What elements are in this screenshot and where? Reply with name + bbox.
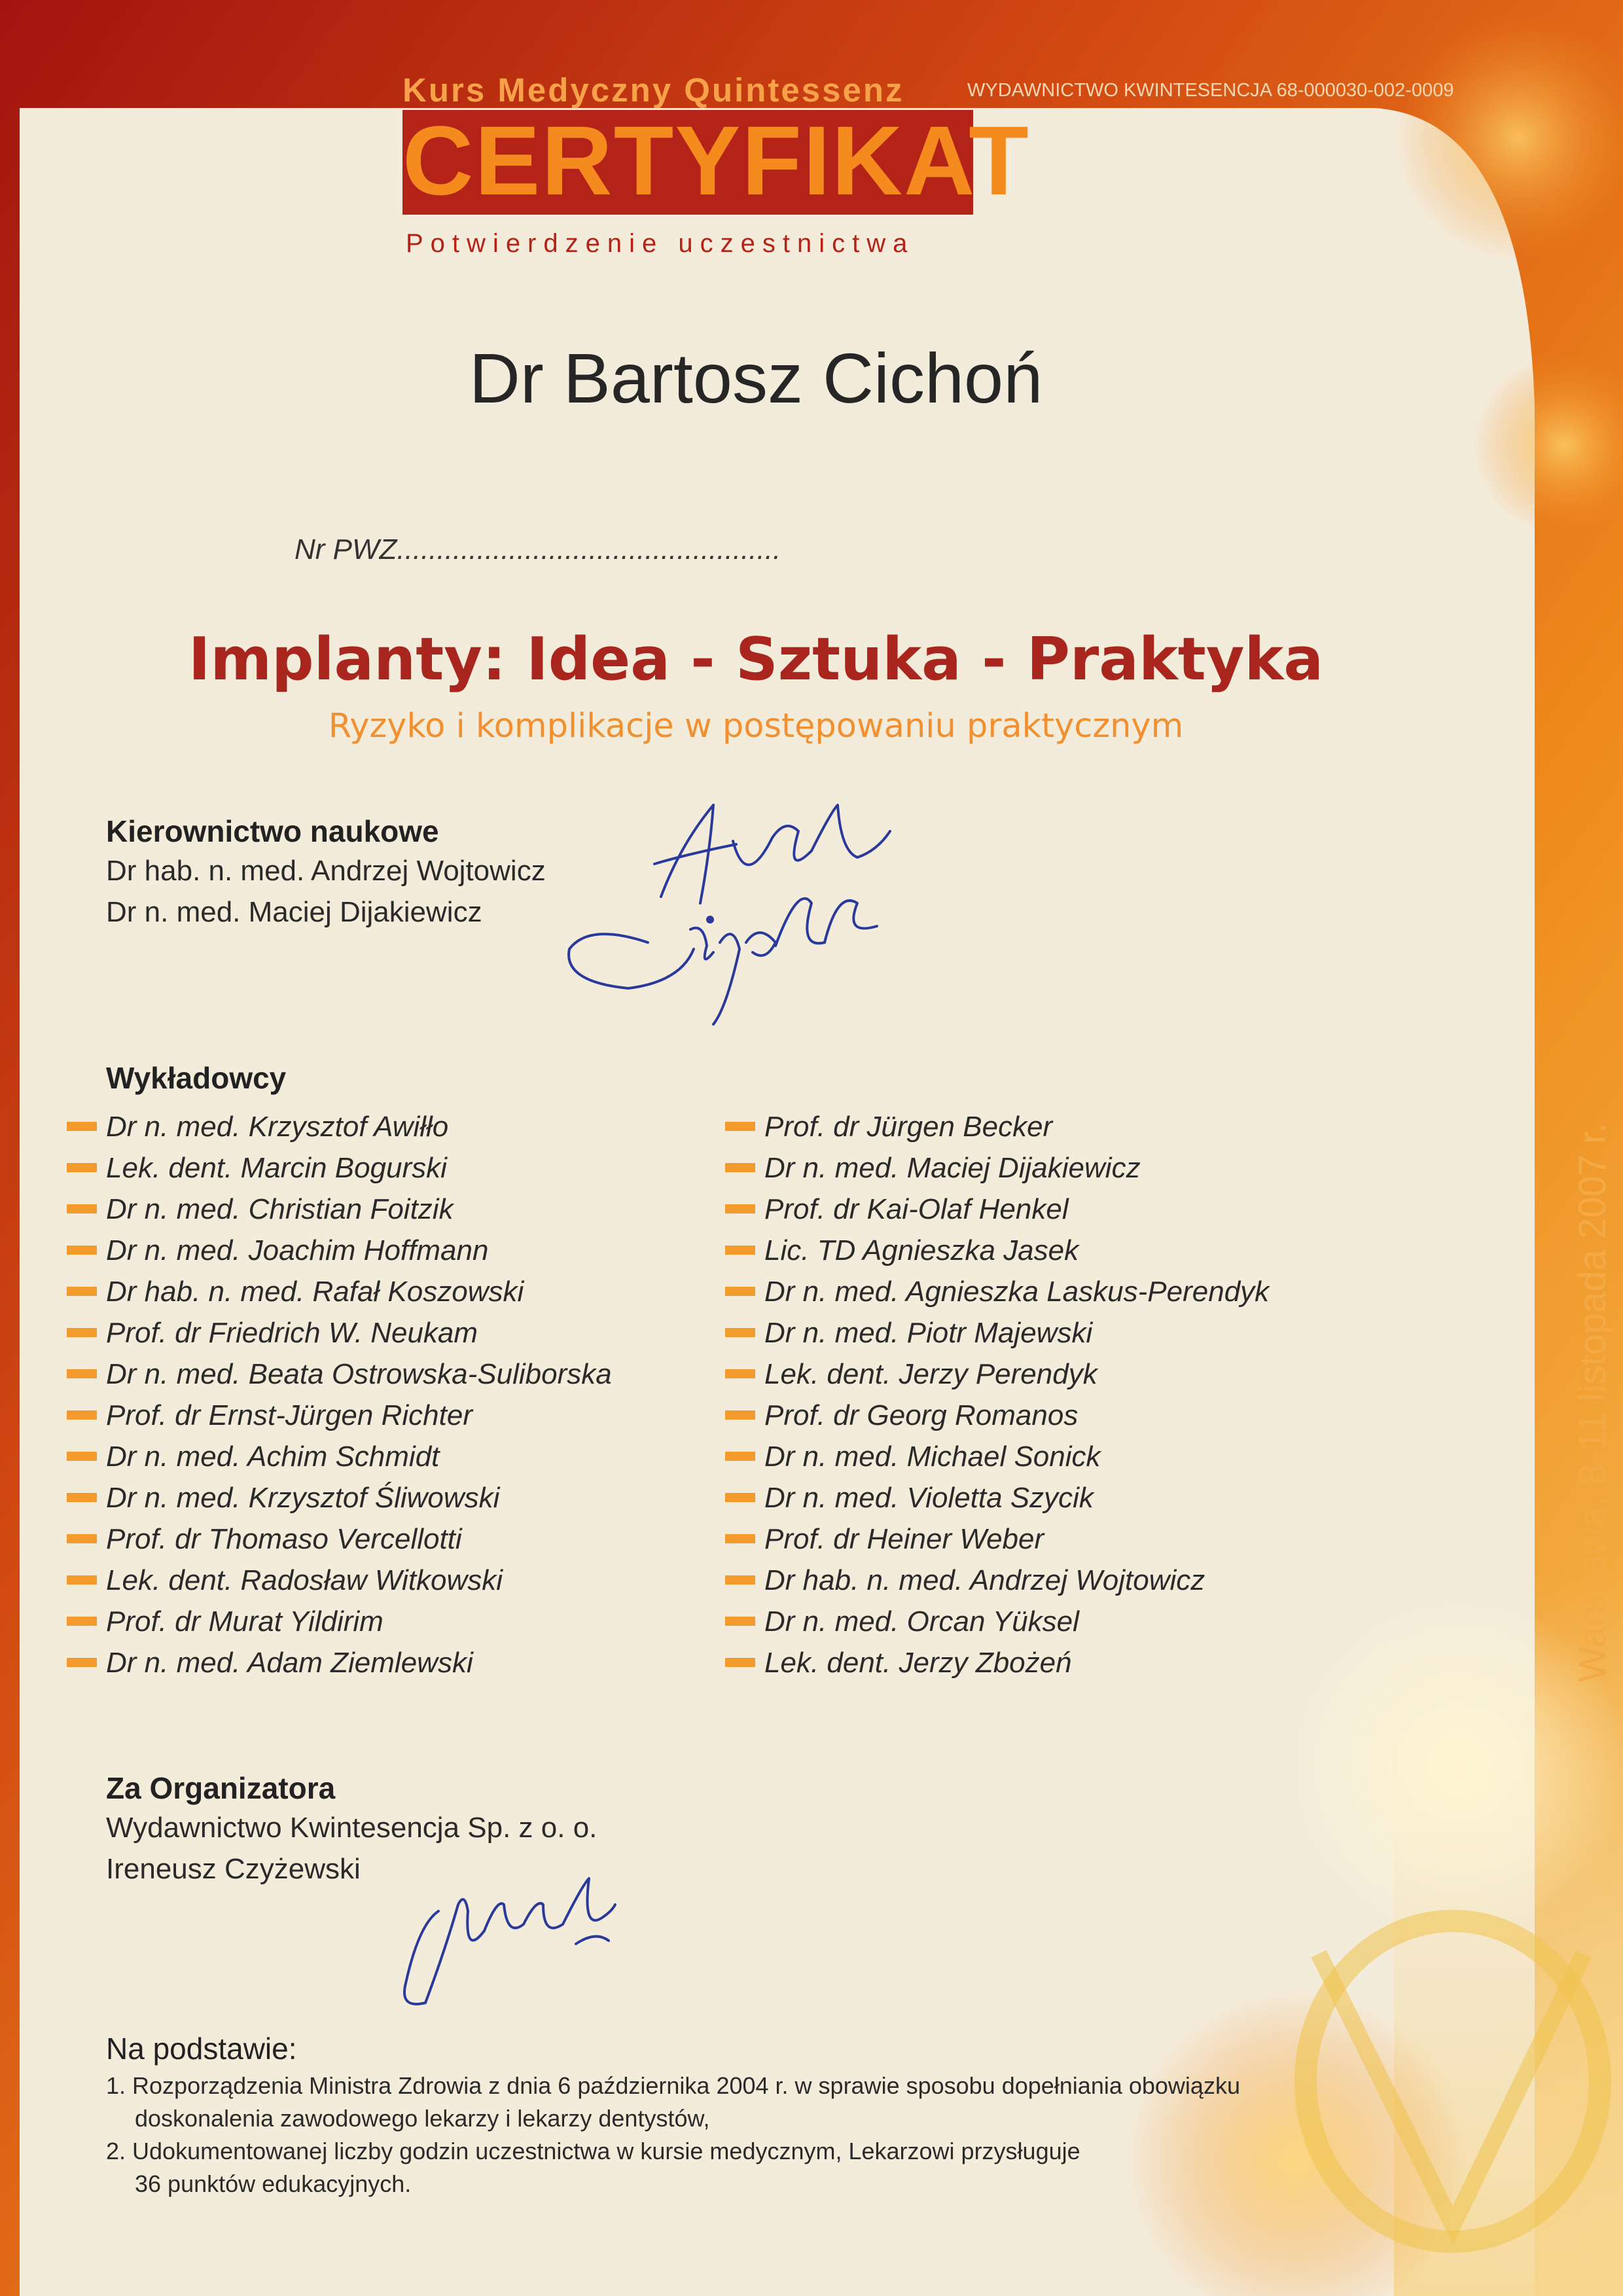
lecturers-list-right: [725, 1106, 1269, 1683]
lecturer-name: Prof. dr Heiner Weber: [764, 1523, 1044, 1555]
lecturer-name: Dr n. med. Joachim Hoffmann: [106, 1234, 489, 1266]
list-item: [67, 1271, 612, 1312]
bullet-marker: [67, 1328, 97, 1337]
lecturer-name: Dr hab. n. med. Rafał Koszowski: [106, 1276, 524, 1308]
lecturer-name: Prof. dr Ernst-Jürgen Richter: [106, 1399, 473, 1431]
organizer-company: Wydawnictwo Kwintesencja Sp. z o. o.: [106, 1812, 597, 1844]
bullet-marker: [67, 1122, 97, 1131]
lecturer-name: Dr n. med. Michael Sonick: [764, 1441, 1101, 1473]
list-item: [725, 1106, 1269, 1147]
legal-basis-item: 36 punktów edukacyjnych.: [135, 2170, 412, 2197]
organizer-heading: Za Organizatora: [106, 1771, 336, 1805]
lecturer-name: Dr n. med. Achim Schmidt: [106, 1441, 440, 1473]
bullet-marker: [725, 1204, 755, 1213]
list-item: [725, 1230, 1269, 1271]
list-item: [725, 1477, 1269, 1518]
list-item: [67, 1477, 612, 1518]
recipient-name: Dr Bartosz Cichoń: [469, 338, 1043, 418]
lecturer-name: Lek. dent. Jerzy Zbożeń: [764, 1647, 1072, 1679]
scientific-direction-heading: Kierownictwo naukowe: [106, 814, 439, 848]
bullet-marker: [67, 1534, 97, 1543]
bullet-marker: [725, 1328, 755, 1337]
list-item: [725, 1601, 1269, 1642]
lecturer-name: Prof. dr Georg Romanos: [764, 1399, 1079, 1431]
course-title: Implanty: Idea - Sztuka - Praktyka: [188, 625, 1324, 694]
bullet-marker: [725, 1575, 755, 1585]
list-item: [67, 1106, 612, 1147]
publisher-number: WYDAWNICTWO KWINTESENCJA 68-000030-002-0009: [967, 80, 1454, 101]
legal-basis-heading: Na podstawie:: [106, 2032, 297, 2066]
list-item: [67, 1518, 612, 1560]
list-item: [67, 1189, 612, 1230]
lecturers-heading: Wykładowcy: [106, 1061, 287, 1095]
list-item: [67, 1560, 612, 1601]
lecturer-name: Dr n. med. Christian Foitzik: [106, 1193, 454, 1225]
bullet-marker: [725, 1163, 755, 1172]
legal-basis-item: 2. Udokumentowanej liczby godzin uczestnictwa w kursie medycznym, Lekarzowi przysługuje: [106, 2138, 1080, 2164]
list-item: [725, 1312, 1269, 1354]
bullet-marker: [725, 1658, 755, 1667]
organizer-signature: [386, 1852, 635, 2022]
list-item: [725, 1518, 1269, 1560]
list-item: [67, 1395, 612, 1436]
organizer-person: Ireneusz Czyżewski: [106, 1853, 361, 1885]
pwz-number-field: Nr PWZ................................................: [294, 533, 781, 565]
lecturer-name: Dr n. med. Adam Ziemlewski: [106, 1647, 473, 1679]
lecturer-name: Lic. TD Agnieszka Jasek: [764, 1234, 1079, 1266]
list-item: [725, 1271, 1269, 1312]
lecturers-list-left: [67, 1106, 612, 1683]
scientific-director-2: Dr n. med. Maciej Dijakiewicz: [106, 896, 482, 928]
list-item: [67, 1601, 612, 1642]
list-item: [725, 1560, 1269, 1601]
list-item: [67, 1354, 612, 1395]
lecturer-name: Lek. dent. Marcin Bogurski: [106, 1152, 447, 1184]
bullet-marker: [67, 1617, 97, 1626]
list-item: [725, 1642, 1269, 1683]
list-item: [725, 1395, 1269, 1436]
lecturer-name: Lek. dent. Radosław Witkowski: [106, 1564, 503, 1596]
bullet-marker: [725, 1452, 755, 1461]
lecturer-name: Dr n. med. Orcan Yüksel: [764, 1605, 1079, 1638]
course-series-name: Kurs Medyczny Quintessenz: [402, 71, 904, 109]
lecturer-name: Prof. dr Thomaso Vercellotti: [106, 1523, 462, 1555]
lecturer-name: Dr n. med. Agnieszka Laskus-Perendyk: [764, 1276, 1270, 1308]
list-item: [67, 1230, 612, 1271]
lecturer-name: Dr n. med. Maciej Dijakiewicz: [764, 1152, 1141, 1184]
bullet-marker: [725, 1493, 755, 1502]
lecturer-name: Dr n. med. Piotr Majewski: [764, 1317, 1093, 1349]
legal-basis-list: [106, 2070, 1240, 2200]
bullet-marker: [725, 1122, 755, 1131]
scientific-directors-signature: [550, 792, 916, 1028]
bullet-marker: [725, 1287, 755, 1296]
bullet-marker: [67, 1204, 97, 1213]
lecturer-name: Prof. dr Friedrich W. Neukam: [106, 1317, 478, 1349]
bullet-marker: [67, 1287, 97, 1296]
bullet-marker: [725, 1410, 755, 1420]
lecturer-name: Prof. dr Kai-Olaf Henkel: [764, 1193, 1069, 1225]
list-item: [725, 1189, 1269, 1230]
bullet-marker: [67, 1658, 97, 1667]
bullet-marker: [725, 1617, 755, 1626]
list-item: [725, 1354, 1269, 1395]
lecturer-name: Prof. dr Murat Yildirim: [106, 1605, 383, 1638]
list-item: [67, 1436, 612, 1477]
bullet-marker: [67, 1246, 97, 1255]
list-item: [725, 1147, 1269, 1189]
scientific-director-1: Dr hab. n. med. Andrzej Wojtowicz: [106, 855, 546, 887]
bullet-marker: [67, 1575, 97, 1585]
participation-confirmation: Potwierdzenie uczestnictwa: [406, 229, 915, 258]
course-subtitle: Ryzyko i komplikacje w postępowaniu praktycznym: [328, 707, 1184, 745]
list-item: [67, 1312, 612, 1354]
lecturer-name: Prof. dr Jürgen Becker: [764, 1111, 1053, 1143]
legal-basis-item: doskonalenia zawodowego lekarzy i lekarzy dentystów,: [135, 2105, 710, 2132]
list-item: [67, 1642, 612, 1683]
bullet-marker: [67, 1163, 97, 1172]
bullet-marker: [67, 1369, 97, 1378]
list-item: [67, 1147, 612, 1189]
bullet-marker: [67, 1452, 97, 1461]
bullet-marker: [67, 1410, 97, 1420]
certificate-title: CERTYFIKAT: [402, 105, 1030, 215]
lecturer-name: Dr n. med. Krzysztof Awiłło: [106, 1111, 449, 1143]
bullet-marker: [725, 1369, 755, 1378]
lecturer-name: Dr n. med. Beata Ostrowska-Suliborska: [106, 1358, 612, 1390]
bullet-marker: [725, 1534, 755, 1543]
legal-basis-item: 1. Rozporządzenia Ministra Zdrowia z dnia 6 października 2004 r. w sprawie sposobu dopełniania obowiązku: [106, 2072, 1240, 2099]
lecturer-name: Dr n. med. Krzysztof Śliwowski: [106, 1482, 500, 1514]
date-place-vertical-text: Warszawa, 8-11 listopada 2007 r.: [1571, 1122, 1614, 1682]
lecturer-name: Dr n. med. Violetta Szycik: [764, 1482, 1094, 1514]
lecturer-name: Lek. dent. Jerzy Perendyk: [764, 1358, 1097, 1390]
bullet-marker: [725, 1246, 755, 1255]
lecturer-name: Dr hab. n. med. Andrzej Wojtowicz: [764, 1564, 1205, 1596]
list-item: [725, 1436, 1269, 1477]
bullet-marker: [67, 1493, 97, 1502]
